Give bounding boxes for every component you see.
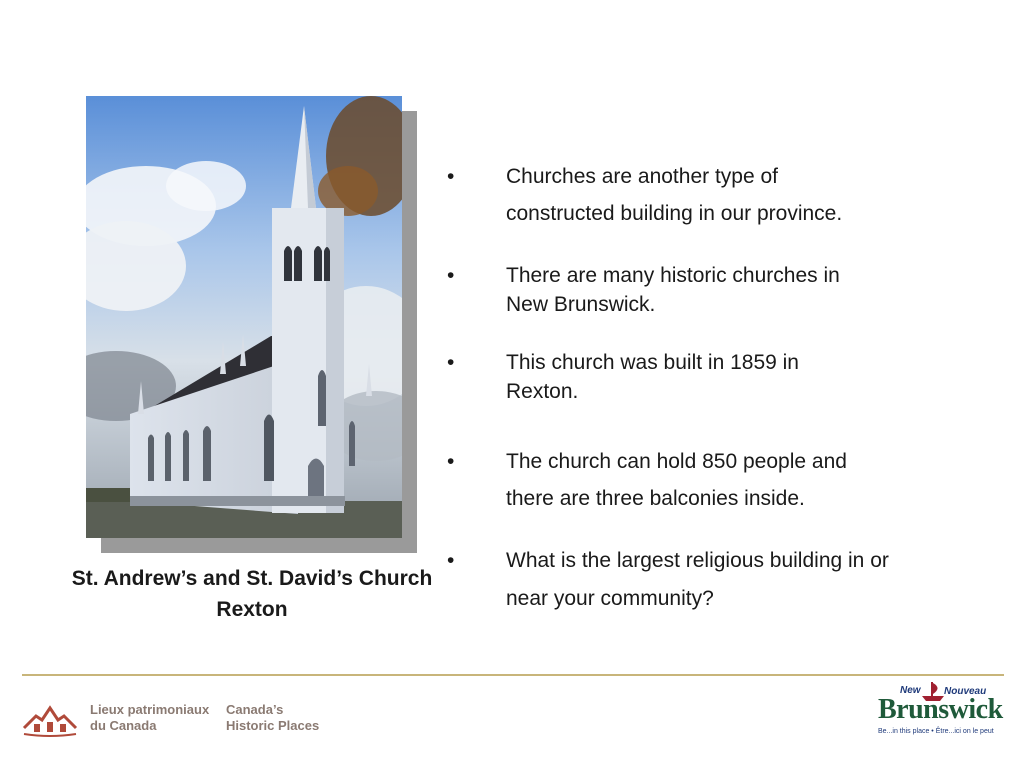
bullet-marker: • [447,549,455,572]
bullet-marker: • [447,165,455,188]
bullet-marker: • [447,450,455,473]
bullet-text-line: constructed building in our province. [506,202,843,225]
bullet-text-line: New Brunswick. [506,293,656,316]
historic-places-logo [20,698,340,738]
bullet-text-line: Churches are another type of [506,165,778,188]
nb-logo-new: New [900,685,921,696]
church-photo [86,96,402,538]
caption-line-2: Rexton [216,598,288,621]
church-illustration [86,96,402,538]
logo-en-line-2: Historic Places [226,718,320,733]
logo-fr-line-2: du Canada [90,718,157,733]
caption-line-1: St. Andrew’s and St. David’s Church [71,567,433,590]
bullet-text-line: The church can hold 850 people and [506,450,847,473]
bullet-text-line: Rexton. [506,380,579,403]
bullet-text-line: there are three balconies inside. [506,487,805,510]
bullet-text-line: near your community? [506,587,714,610]
photo-caption [22,563,482,625]
bullet-text-line: This church was built in 1859 in [506,351,799,374]
footer-rule [22,674,1004,676]
nb-logo-tagline: Be...in this place • Être...ici on le peut [878,728,994,735]
new-brunswick-logo [874,680,1008,742]
logo-en-line-1: Canada’s [226,702,284,717]
nb-logo-nouveau: Nouveau [944,686,987,697]
bullet-text-line: What is the largest religious building in or [506,549,889,572]
church-photo-frame [86,96,402,538]
bullet-marker: • [447,351,455,374]
bullet-marker: • [447,264,455,287]
nb-logo-brunswick: Brunswick [878,694,1003,725]
logo-fr-line-1: Lieux patrimoniaux [90,702,210,717]
historic-places-emblem-icon [20,698,80,738]
bullet-text-line: There are many historic churches in [506,264,840,287]
